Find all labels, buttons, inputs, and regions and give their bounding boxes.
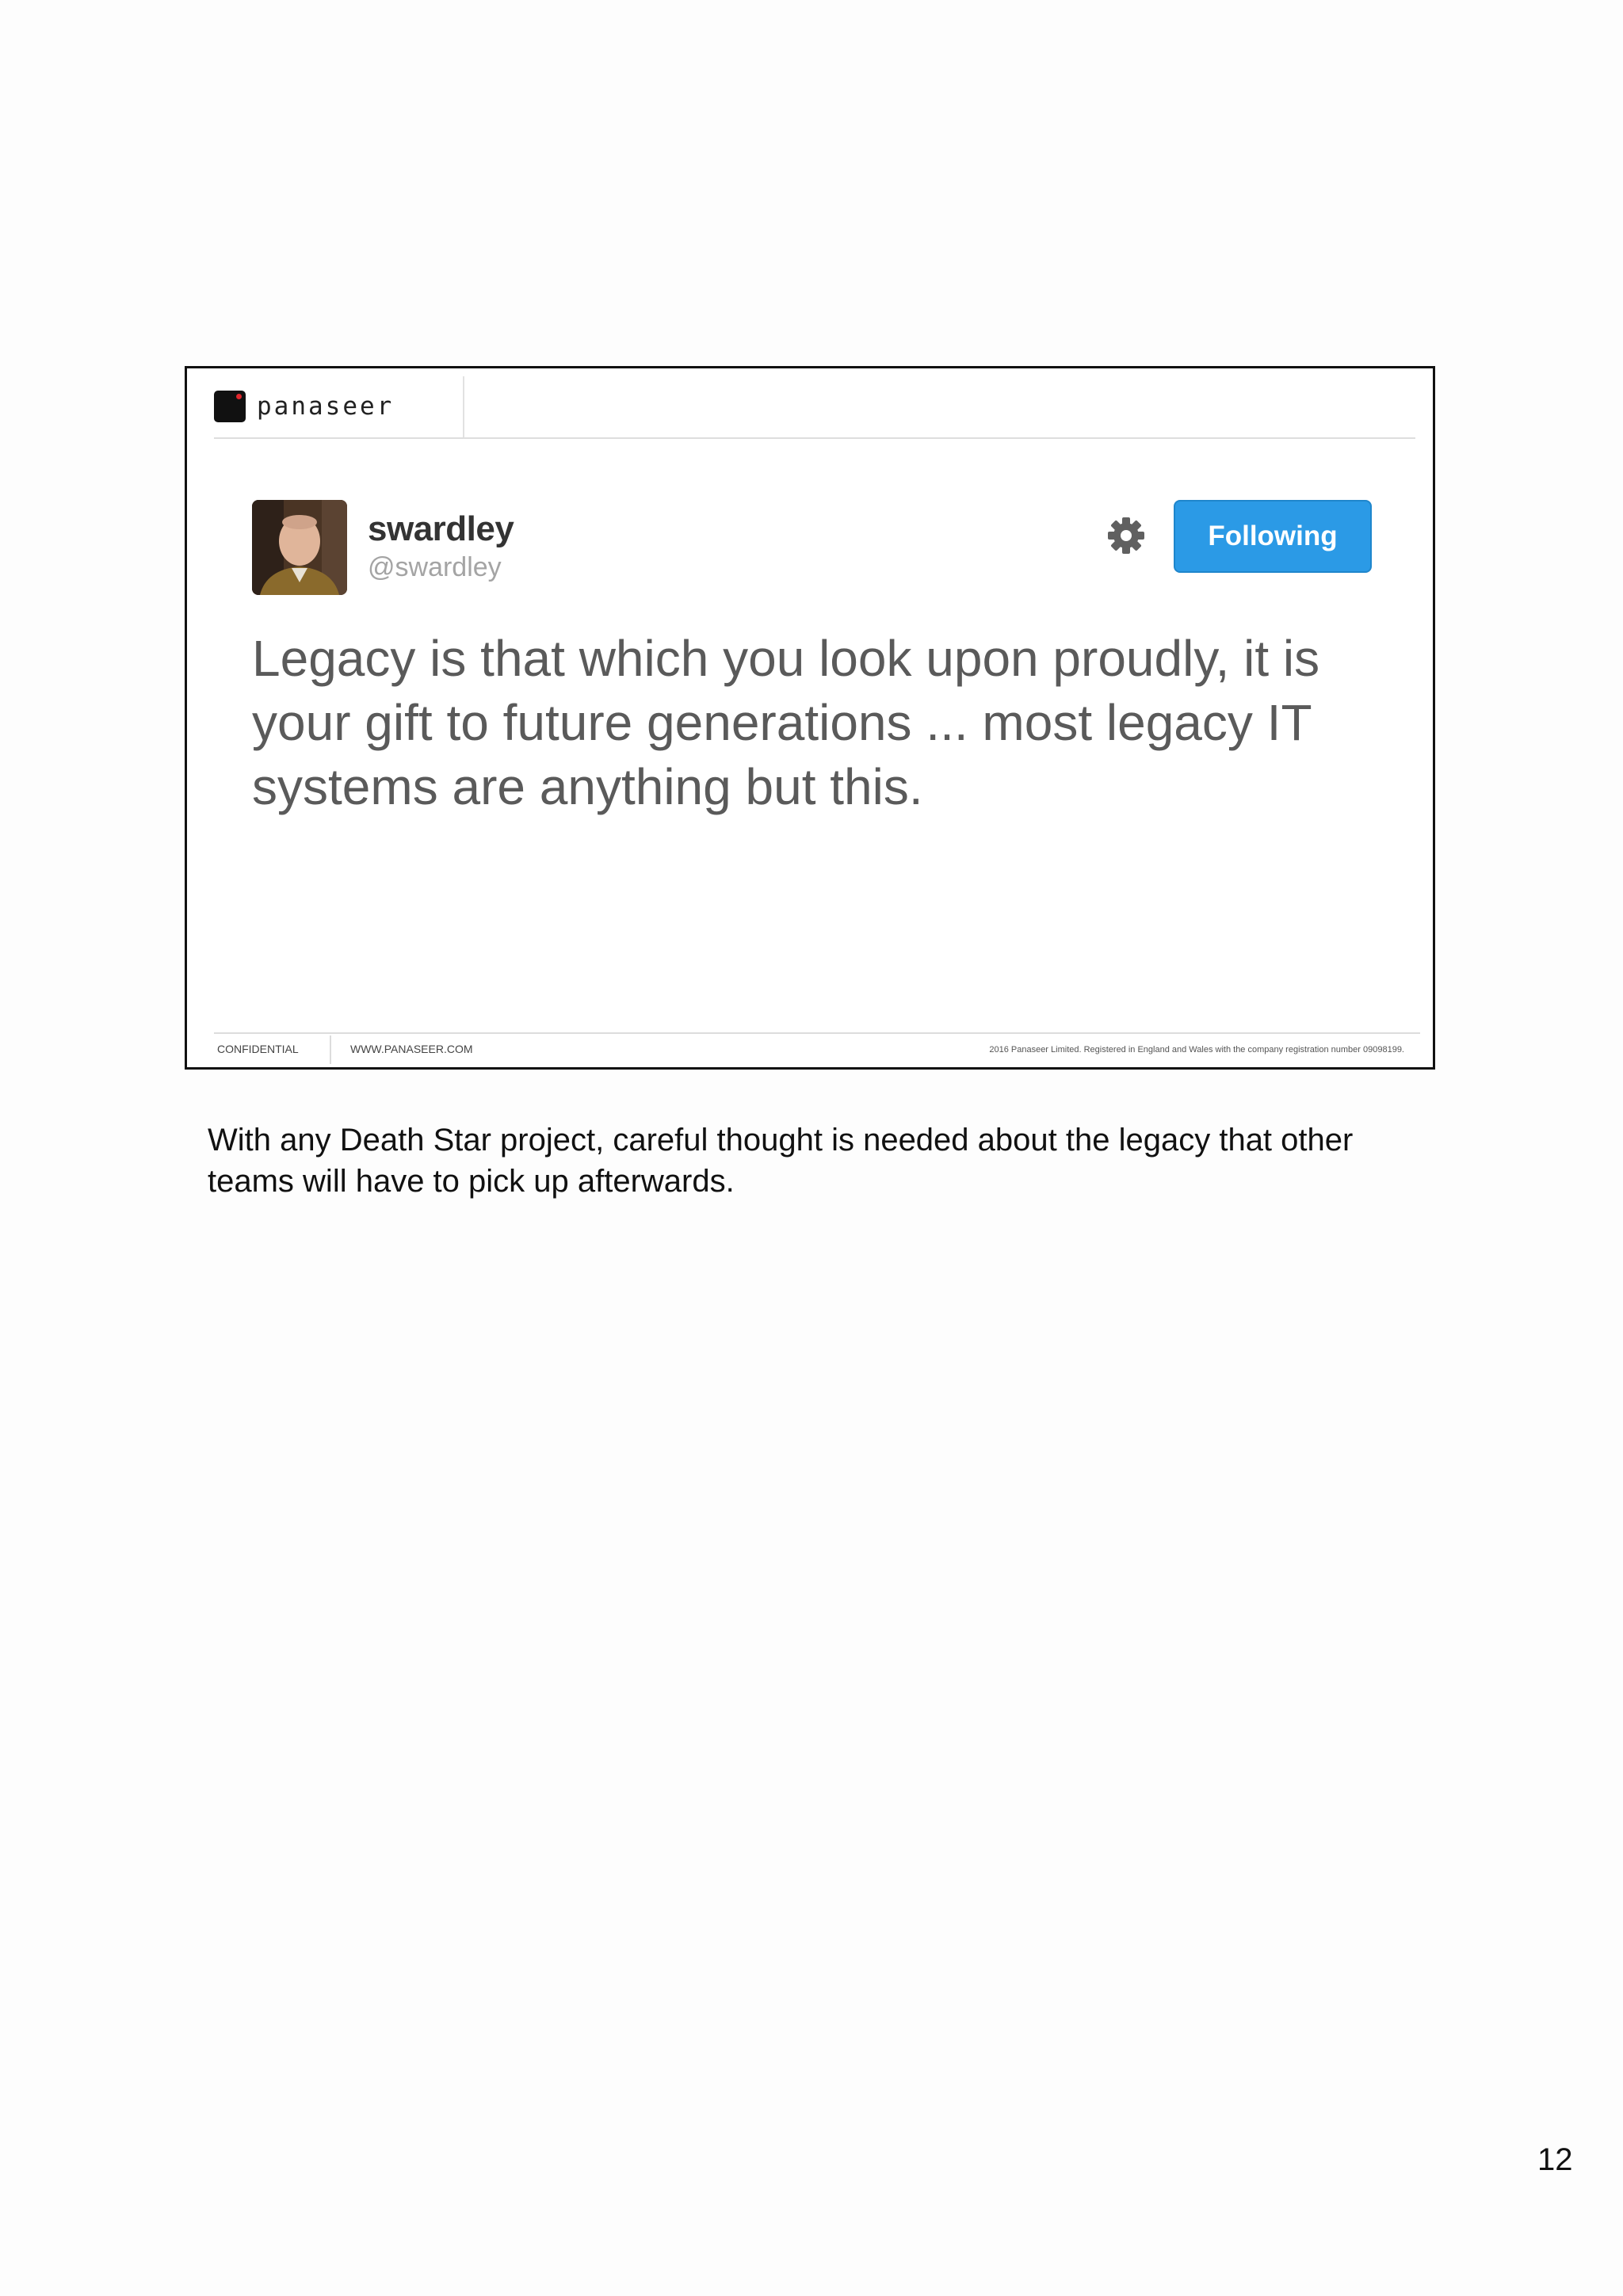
following-button[interactable]: Following — [1174, 500, 1372, 573]
footer-legal: 2016 Panaseer Limited. Registered in England and Wales with the company registration number 09098199. — [989, 1045, 1404, 1055]
panaseer-logo-icon — [214, 391, 246, 422]
page-number: 12 — [1537, 2142, 1573, 2177]
brand-logo — [214, 389, 394, 424]
header-divider-vertical — [463, 376, 464, 437]
slide — [185, 366, 1435, 1070]
tweet-author-name[interactable]: swardley — [368, 509, 514, 548]
footer-divider-vertical — [330, 1035, 331, 1064]
tweet-text: Legacy is that which you look upon proudly, it is your gift to future generations ... most legacy IT systems are anything but this. — [252, 630, 1320, 815]
speaker-notes: With any Death Star project, careful thought is needed about the legacy that other teams will have to pick up afterwards. — [208, 1123, 1354, 1199]
avatar[interactable] — [252, 500, 347, 595]
tweet-author-handle[interactable]: @swardley — [368, 552, 502, 582]
gear-icon[interactable] — [1106, 516, 1146, 555]
footer-divider — [214, 1032, 1420, 1034]
header-divider — [214, 437, 1415, 439]
brand-name: panaseer — [257, 392, 395, 421]
footer-confidential: CONFIDENTIAL — [217, 1043, 299, 1055]
footer-website: WWW.PANASEER.COM — [350, 1043, 473, 1055]
